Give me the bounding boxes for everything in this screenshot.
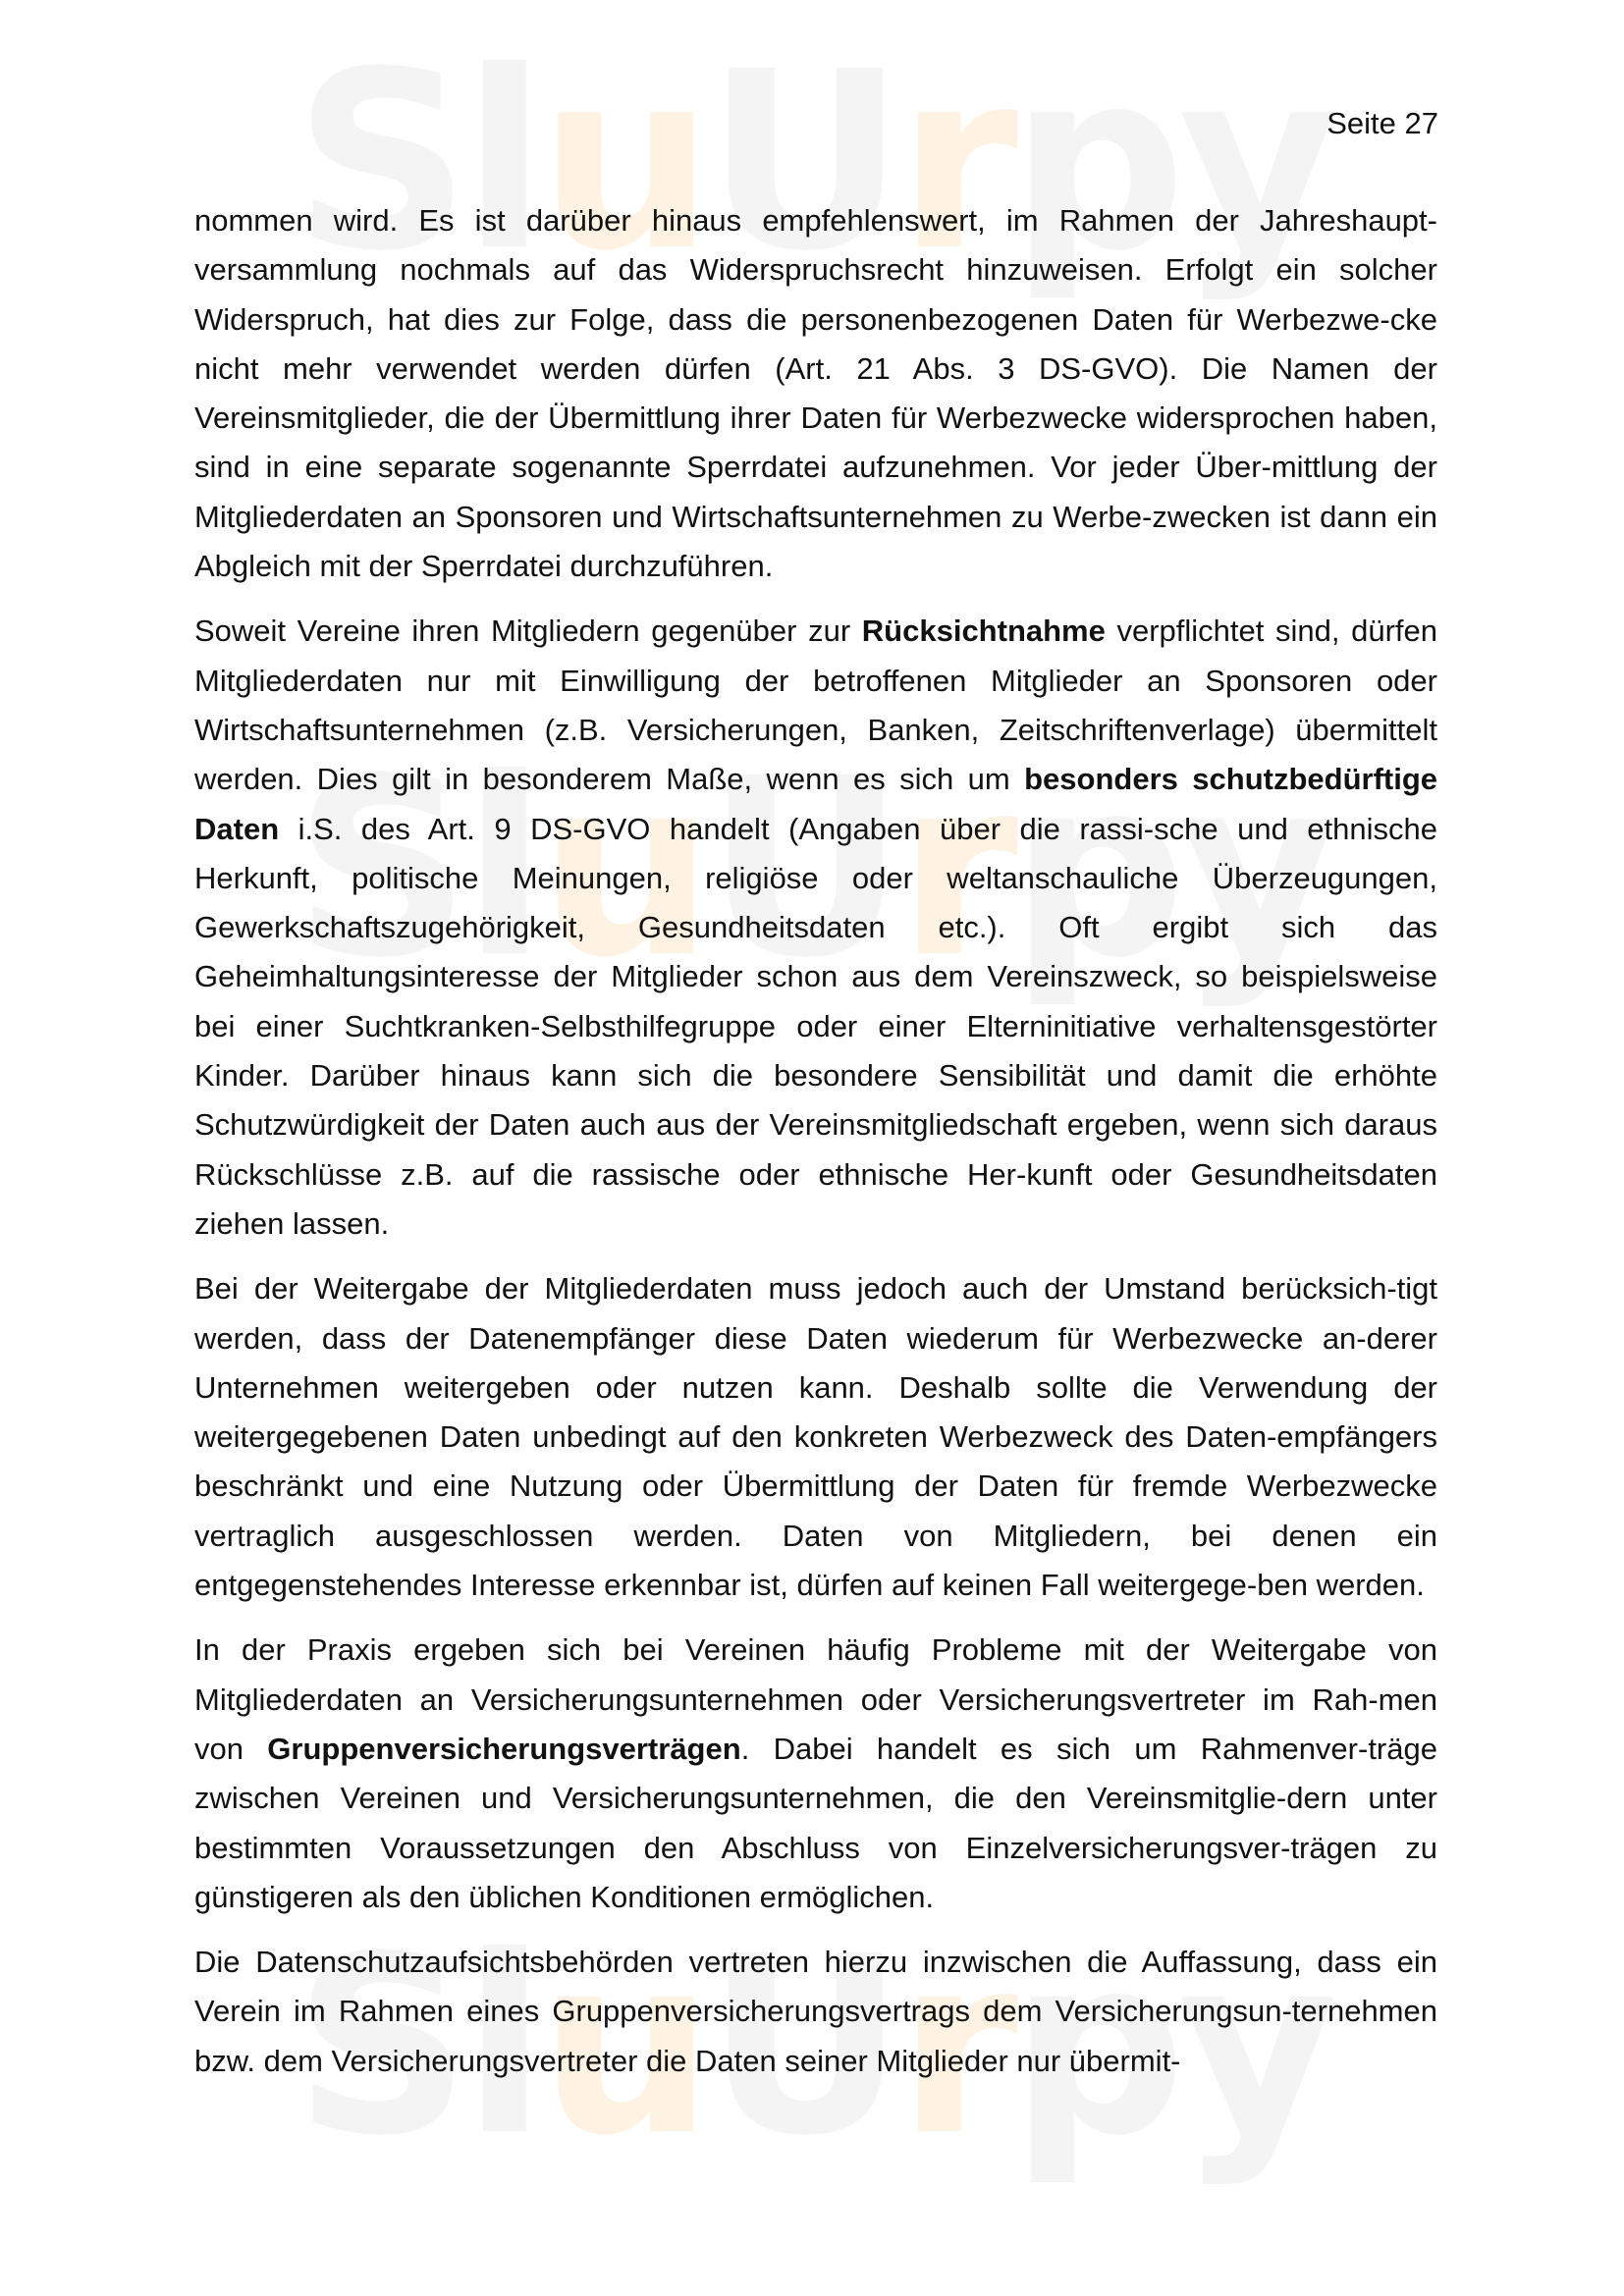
watermark-logo: u r [538,725,1011,1011]
bold-term: Gruppenversicherungsverträgen [267,1731,741,1766]
paragraph: Soweit Vereine ihren Mitgliedern gegenüber zur Rücksichtnahme verpflichtet sind, dürfen Mitgliederdaten nur mit Einwilligung der betroffenen Mitglieder an Sponsoren oder Wirtschaftsunternehmen (z.B. Versicherungen, Banken, Zeitschriftenverlage) übermittelt werden. Dies gilt in besonderem Maße, wenn es sich um besonders schutzbedürftige Daten i.S. des Art. 9 DS-GVO handelt (Angaben über die rassi-sche und ethnische Herkunft, politische Meinungen, religiöse oder weltanschauliche Überzeugungen, Gewerkschaftszugehörigkeit, Gesundheitsdaten etc.). Oft ergibt sich das Geheimhaltungsinteresse der Mitglieder schon aus dem Vereinszweck, so beispielsweise bei einer Suchtkranken-Selbsthilfegruppe oder einer Elterninitiative verhaltensgestörter Kinder. Darüber hinaus kann sich die besondere Sensibilität und damit die erhöhte Schutzwürdigkeit der Daten auch aus der Vereinsmitgliedschaft ergeben, wenn sich daraus Rückschlüsse z.B. auf die rassische oder ethnische Her-kunft oder Gesundheitsdaten ziehen lassen. [194,614,1438,1241]
paragraph: nommen wird. Es ist darüber hinaus empfehlenswert, im Rahmen der Jahreshaupt-versammlung nochmals auf das Widerspruchsrecht hinzuweisen. Erfolgt ein solcher Widerspruch, hat dies zur Folge, dass die personenbezogenen Daten für Werbezwe-cke nicht mehr verwendet werden dürfen (Art. 21 Abs. 3 DS-GVO). Die Namen der Vereinsmitglieder, die der Übermittlung ihrer Daten für Werbezwecke widersprochen haben, sind in eine separate sogenannte Sperrdatei aufzunehmen. Vor jeder Über-mittlung der Mitgliederdaten an Sponsoren und Wirtschaftsunternehmen zu Werbe-zwecken ist dann ein Abgleich mit der Sperrdatei durchzuführen. [194,203,1437,584]
bold-term: Rücksichtnahme [861,614,1106,649]
paragraph: Die Datenschutzaufsichtsbehörden vertreten hierzu inzwischen die Auffassung, dass ein Verein im Rahmen eines Gruppenversicherungsvertrags dem Versicherungsun-ternehmen bzw. dem Versicherungsvertreter die Daten seiner Mitglieder nur übermit- [194,1945,1437,2078]
paragraph: Bei der Weitergabe der Mitgliederdaten muss jedoch auch der Umstand berücksich-tigt werden, dass der Datenempfänger diese Daten wiederum für Werbezwecke an-derer Unternehmen weitergeben oder nutzen kann. Deshalb sollte die Verwendung der weitergegebenen Daten unbedingt auf den konkreten Werbezweck des Daten-empfängers beschränkt und eine Nutzung oder Übermittlung der Daten für fremde Werbezwecke vertraglich ausgeschlossen werden. Daten von Mitgliedern, bei denen ein entgegenstehendes Interesse erkennbar ist, dürfen auf keinen Fall weitergege-ben werden. [194,1271,1437,1603]
bold-term: besonders schutzbedürftige Daten [194,762,1438,846]
document-body [194,196,1437,2102]
paragraph: In der Praxis ergeben sich bei Vereinen häufig Probleme mit der Weitergabe von Mitgliederdaten an Versicherungsunternehmen oder Versicherungsvertreter im Rah-men von Gruppenversicherungsverträgen. Dabei handelt es sich um Rahmenver-träge zwischen Vereinen und Versicherungsunternehmen, die den Vereinsmitglie-dern unter bestimmten Voraussetzungen den Abschluss von Einzelversicherungsver-trägen zu günstigeren als den üblichen Konditionen ermöglichen. [194,1632,1437,1914]
watermark-logo: u r [538,1903,1011,2189]
watermark-logo: u r [538,19,1011,304]
page-number: Seite 27 [1326,106,1438,140]
